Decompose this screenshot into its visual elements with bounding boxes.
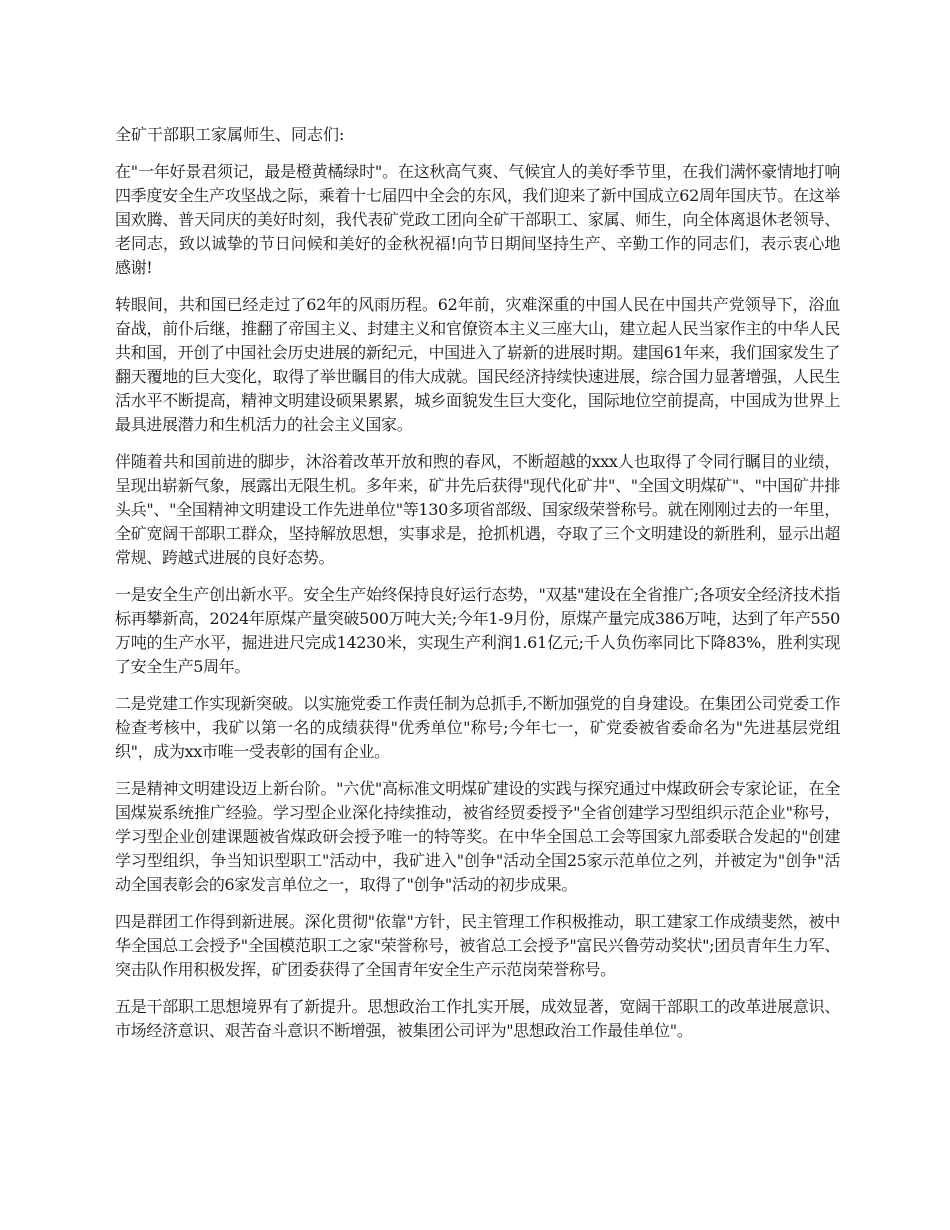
paragraph-spiritual-civilization: 三是精神文明建设迈上新台阶。"六优"高标准文明煤矿建设的实践与探究通过中煤政研会专家论证，在全国煤炭系统推广经验。学习型企业深化持续推动，被省经贸委授予"全省创建学习型组织示范企业"称号，学习型企业创建课题被省煤政研会授予唯一的特等奖。在中华全国总工会等国家九部委联合发起的"创建学习型组织，争当知识型职工"活动中，我矿进入"创争"活动全国25家示范单位之列，并被定为"创争"活动全国表彰会的6家发言单位之一，取得了"创争"活动的初步成果。: [115, 779, 840, 894]
salutation: 全矿干部职工家属师生、同志们:: [115, 125, 345, 144]
paragraph-safety-production: 一是安全生产创出新水平。安全生产始终保持良好运行态势，"双基"建设在全省推广;各项安全经济技术指标再攀新高，2024年原煤产量突破500万吨大关;今年1-9月份，原煤产量完成386万吨，达到了年产550万吨的生产水平，掘进进尺完成14230米，实现生产利润1.61亿元;千人负伤率同比下降83%，胜利实现了安全生产5周年。: [115, 585, 840, 676]
paragraph-history: 转眼间，共和国已经走过了62年的风雨历程。62年前，灾难深重的中国人民在中国共产党领导下，浴血奋战，前仆后继，推翻了帝国主义、封建主义和官僚资本主义三座大山，建立起人民当家作主的中华人民共和国，开创了中国社会历史进展的新纪元，中国进入了崭新的进展时期。建国61年来，我们国家发生了翻天覆地的巨大变化，取得了举世瞩目的伟大成就。国民经济持续快速进展，综合国力显著增强，人民生活水平不断提高，精神文明建设硕果累累，城乡面貌发生巨大变化，国际地位空前提高，中国成为世界上最具进展潜力和生机活力的社会主义国家。: [115, 295, 840, 434]
paragraph-party-building: 二是党建工作实现新突破。以实施党委工作责任制为总抓手,不断加强党的自身建设。在集团公司党委工作检查考核中，我矿以第一名的成绩获得"优秀单位"称号;今年七一，矿党委被省委命名为"先进基层党组织"，成为xx市唯一受表彰的国有企业。: [115, 694, 840, 761]
paragraph-achievements: 伴随着共和国前进的脚步，沐浴着改革开放和煦的春风，不断超越的xxx人也取得了令同行瞩目的业绩，呈现出崭新气象，展露出无限生机。多年来，矿井先后获得"现代化矿井"、"全国文明煤矿"、"中国矿井排头兵"、"全国精神文明建设工作先进单位"等130多项省部级、国家级荣誉称号。就在刚刚过去的一年里，全矿宽阔干部职工群众，坚持解放思想，实事求是，抢抓机遇，夺取了三个文明建设的新胜利，显示出超常规、跨越式进展的良好态势。: [115, 452, 840, 567]
paragraph-ideology: 五是干部职工思想境界有了新提升。思想政治工作扎实开展，成效显著，宽阔干部职工的改革进展意识、市场经济意识、艰苦奋斗意识不断增强，被集团公司评为"思想政治工作最佳单位"。: [115, 997, 840, 1040]
paragraph-greeting: 在"一年好景君须记，最是橙黄橘绿时"。在这秋高气爽、气候宜人的美好季节里，在我们满怀豪情地打响四季度安全生产攻坚战之际，乘着十七届四中全会的东风，我们迎来了新中国成立62周年国庆节。在这举国欢腾、普天同庆的美好时刻，我代表矿党政工团向全矿干部职工、家属、师生，向全体离退休老领导、老同志，致以诚挚的节日问候和美好的金秋祝福!向节日期间坚持生产、辛勤工作的同志们，表示衷心地感谢!: [115, 162, 840, 277]
document-page: [115, 123, 840, 1056]
paragraph-mass-organizations: 四是群团工作得到新进展。深化贯彻"依靠"方针，民主管理工作积极推动，职工建家工作成绩斐然，被中华全国总工会授予"全国模范职工之家"荣誉称号，被省总工会授予"富民兴鲁劳动奖状";团员青年生力军、突击队作用积极发挥，矿团委获得了全国青年安全生产示范岗荣誉称号。: [115, 912, 840, 979]
